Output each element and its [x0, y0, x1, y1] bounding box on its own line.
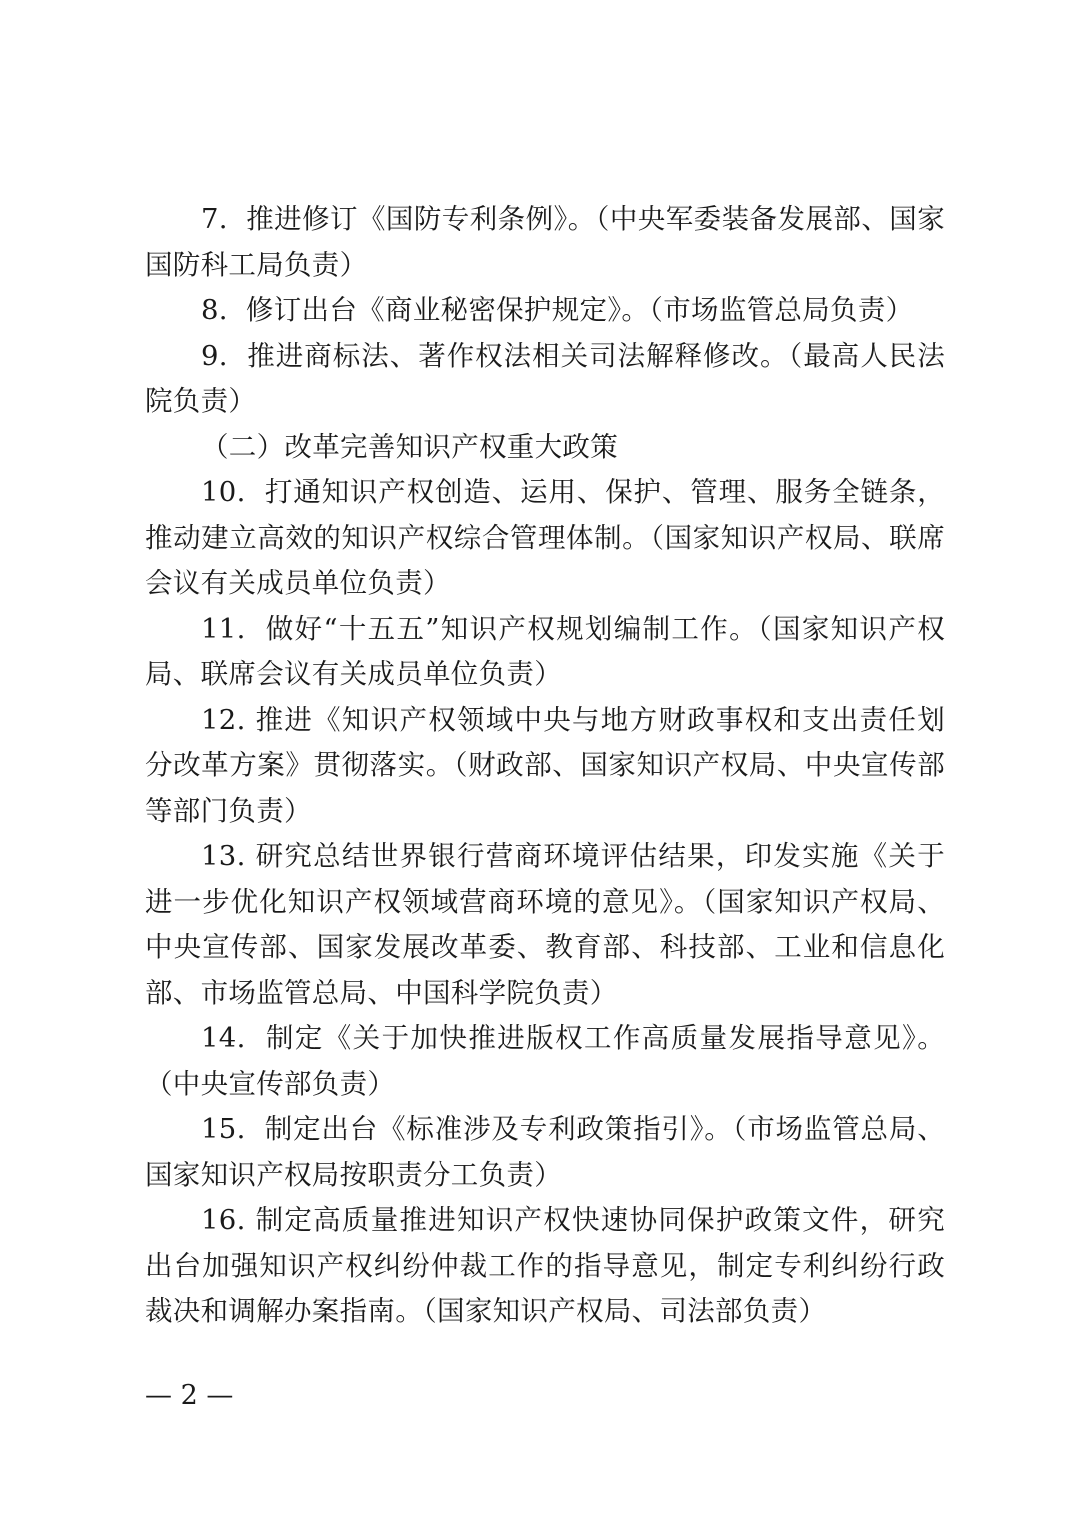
paragraph-item-7: 7. 推进修订《国防专利条例》。（中央军委装备发展部、国家国防科工局负责） — [145, 203, 945, 281]
paragraph-item-8: 8. 修订出台《商业秘密保护规定》。（市场监管总局负责） — [201, 294, 914, 326]
paragraph-item-11: 11. 做好“十五五”知识产权规划编制工作。（国家知识产权局、联席会议有关成员单位负责） — [145, 612, 945, 690]
paragraph-item-16: 16. 制定高质量推进知识产权快速协同保护政策文件，研究出台加强知识产权纠纷仲裁工作的指导意见，制定专利纠纷行政裁决和调解办案指南。（国家知识产权局、司法部负责） — [145, 1204, 945, 1327]
paragraph-item-9: 9. 推进商标法、著作权法相关司法解释修改。（最高人民法院负责） — [145, 339, 945, 417]
paragraph-item-13: 13. 研究总结世界银行营商环境评估结果，印发实施《关于进一步优化知识产权领域营商环境的意见》。（国家知识产权局、中央宣传部、国家发展改革委、教育部、科技部、工业和信息化部、市场监管总局、中国科学院负责） — [145, 840, 945, 1009]
section-heading: （二）改革完善知识产权重大政策 — [201, 430, 618, 463]
document-body — [145, 197, 945, 1335]
paragraph-item-12: 12. 推进《知识产权领域中央与地方财政事权和支出责任划分改革方案》贯彻落实。（财政部、国家知识产权局、中央宣传部等部门负责） — [145, 703, 945, 827]
paragraph-item-15: 15. 制定出台《标准涉及专利政策指引》。（市场监管总局、国家知识产权局按职责分工负责） — [145, 1113, 945, 1191]
paragraph-item-10: 10. 打通知识产权创造、运用、保护、管理、服务全链条，推动建立高效的知识产权综合管理体制。（国家知识产权局、联席会议有关成员单位负责） — [145, 476, 945, 599]
paragraph-item-14: 14. 制定《关于加快推进版权工作高质量发展指导意见》。（中央宣传部负责） — [145, 1022, 945, 1100]
page-number: — 2 — — [145, 1380, 234, 1411]
